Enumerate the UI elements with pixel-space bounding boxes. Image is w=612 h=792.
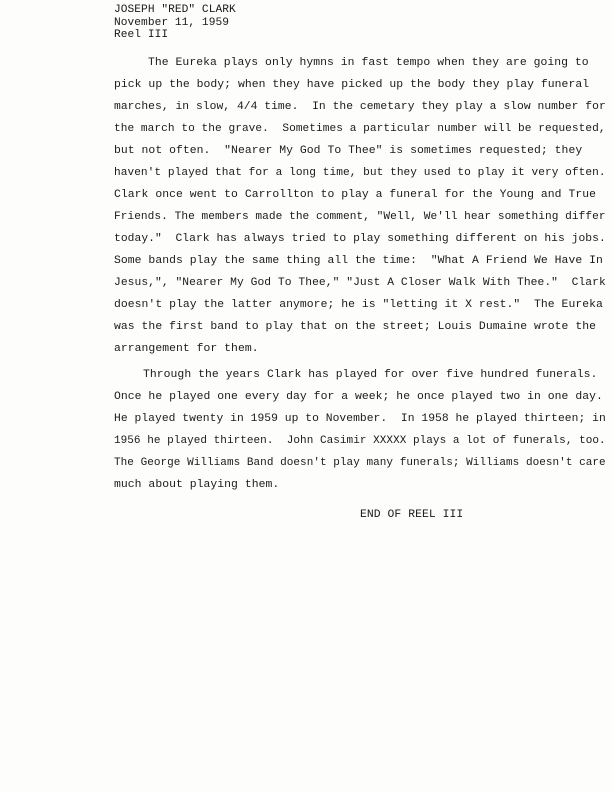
interviewee-name: JOSEPH "RED" CLARK [114, 4, 236, 16]
text-line: doesn't play the latter anymore; he is "letting it X rest." The Eureka [114, 299, 603, 311]
document-header [114, 4, 236, 42]
text-line: today." Clark has always tried to play something different on his jobs. [114, 233, 606, 245]
text-line: Some bands play the same thing all the time: "What A Friend We Have In [114, 255, 603, 267]
text-line: 1956 he played thirteen. John Casimir XXXXX plays a lot of funerals, too. [114, 435, 606, 447]
text-line: Friends. The members made the comment, "Well, We'll hear something differ [114, 211, 606, 223]
text-line: pick up the body; when they have picked up the body they play funeral [114, 79, 590, 91]
text-line: The George Williams Band doesn't play many funerals; Williams doesn't care [114, 457, 606, 469]
text-line: haven't played that for a long time, but they used to play it very often. [114, 167, 606, 179]
text-line: marches, in slow, 4/4 time. In the cemetary they play a slow number for [114, 101, 606, 113]
text-line: arrangement for them. [114, 343, 259, 355]
text-line: the march to the grave. Sometimes a particular number will be requested, [114, 123, 606, 135]
reel-label: Reel III [114, 29, 169, 41]
text-line: Clark once went to Carrollton to play a funeral for the Young and True [114, 189, 596, 201]
text-line: much about playing them. [114, 479, 280, 491]
text-line: Jesus,", "Nearer My God To Thee," "Just A Closer Walk With Thee." Clark [114, 277, 606, 289]
end-of-reel-label: END OF REEL III [360, 509, 464, 521]
interview-date: November 11, 1959 [114, 16, 229, 29]
text-line: Once he played one every day for a week; he once played two in one day. [114, 391, 603, 403]
text-line: but not often. "Nearer My God To Thee" is sometimes requested; they [114, 145, 583, 157]
text-line: was the first band to play that on the street; Louis Dumaine wrote the [114, 321, 596, 333]
text-line: The Eureka plays only hymns in fast tempo when they are going to [148, 57, 589, 69]
text-line: He played twenty in 1959 up to November. In 1958 he played thirteen; in [114, 413, 606, 425]
text-line: Through the years Clark has played for over five hundred funerals. [143, 369, 598, 381]
